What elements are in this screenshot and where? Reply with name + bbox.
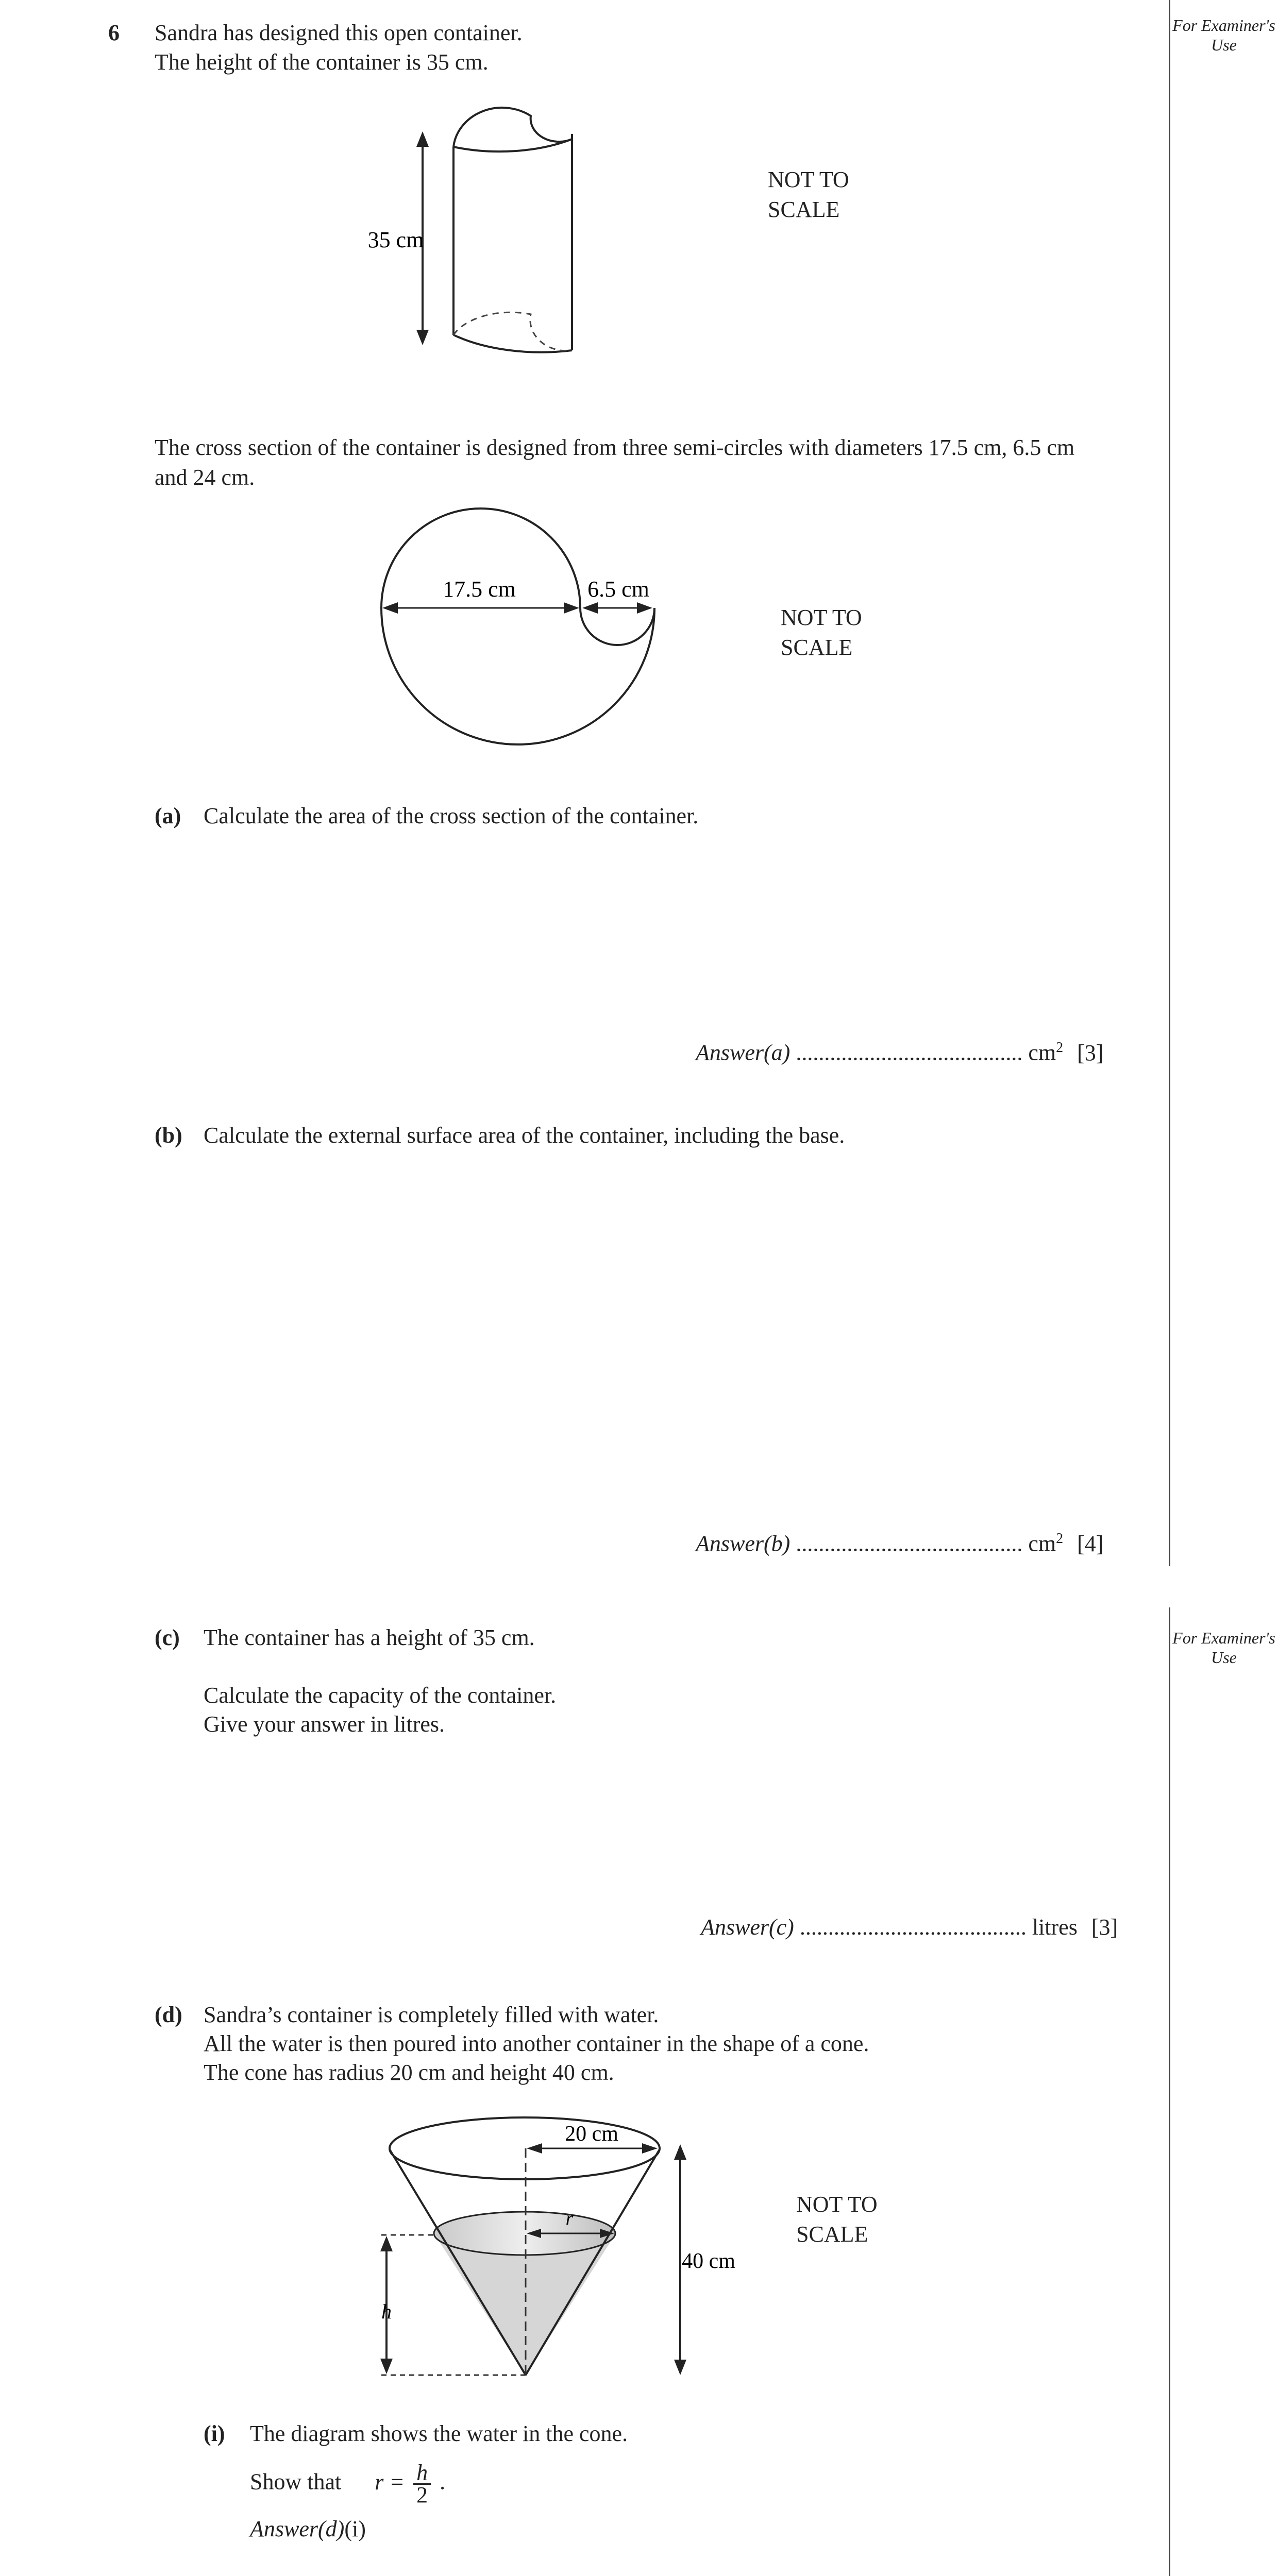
part-d-text-3: The cone has radius 20 cm and height 40 cm. xyxy=(204,2060,614,2085)
part-c-unit: litres xyxy=(1032,1914,1078,1940)
part-a-unit-power: 2 xyxy=(1056,1040,1064,1056)
fig1-height-label: 35 cm xyxy=(367,227,424,252)
part-d-text-2: All the water is then poured into another container in the shape of a cone. xyxy=(204,2031,869,2056)
cone-diagram xyxy=(309,2102,773,2391)
part-d-i-text: The diagram shows the water in the cone. xyxy=(250,2421,628,2446)
cross-section-diagram xyxy=(361,505,721,773)
part-c-marks: [3] xyxy=(1091,1914,1118,1940)
intro-line-1: Sandra has designed this open container. xyxy=(155,20,523,45)
formula-end: . xyxy=(440,2469,446,2495)
cone-height-label: 40 cm xyxy=(682,2249,735,2273)
formula-lhs: r = xyxy=(375,2469,405,2495)
part-d-i-label: (i) xyxy=(204,2421,225,2446)
part-c-answer-dots: ........................................ xyxy=(799,1914,1027,1940)
part-d-i-answer-suffix: (i) xyxy=(344,2516,366,2541)
fig2-large-label: 17.5 cm xyxy=(443,577,516,602)
part-a-label: (a) xyxy=(155,803,181,828)
fig3-not-to-scale: NOT TO SCALE xyxy=(796,2192,878,2247)
part-b-text: Calculate the external surface area of the container, including the base. xyxy=(204,1123,845,1148)
part-c-text-3: Give your answer in litres. xyxy=(204,1711,445,1737)
show-that-text: Show that xyxy=(250,2469,342,2495)
cross-section-line-2: and 24 cm. xyxy=(155,465,255,490)
part-b-answer-line[interactable] xyxy=(696,1524,1103,1559)
formula-fraction xyxy=(413,2460,431,2507)
cone-radius-label: 20 cm xyxy=(565,2122,618,2146)
formula-denominator: 2 xyxy=(416,2482,428,2507)
part-d-i-answer-label[interactable] xyxy=(250,2514,366,2544)
part-a-unit: cm xyxy=(1028,1040,1056,1065)
intro-line-2: The height of the container is 35 cm. xyxy=(155,49,489,75)
part-c-text-1: The container has a height of 35 cm. xyxy=(204,1625,535,1650)
cone-h-label: h xyxy=(381,2300,392,2323)
part-b-unit: cm xyxy=(1028,1531,1056,1556)
part-b-marks: [4] xyxy=(1077,1531,1104,1556)
formula-numerator: h xyxy=(413,2463,431,2485)
part-c-answer-prefix: Answer(c) xyxy=(701,1914,794,1940)
part-b-answer-dots: ........................................ xyxy=(796,1531,1023,1556)
part-c-label: (c) xyxy=(155,1625,180,1650)
part-a-marks: [3] xyxy=(1077,1040,1104,1065)
part-d-label: (d) xyxy=(155,2002,182,2027)
part-d-i-answer-prefix: Answer(d) xyxy=(250,2516,345,2541)
part-d-i-show-that xyxy=(250,2460,446,2507)
container-3d-diagram xyxy=(361,88,721,407)
part-d-text-1: Sandra’s container is completely filled with water. xyxy=(204,2002,659,2027)
examiner-use-label-bottom: For Examiner's Use xyxy=(1172,1629,1275,1667)
part-c-text-2: Calculate the capacity of the container. xyxy=(204,1683,557,1708)
question-number: 6 xyxy=(108,20,120,45)
part-b-label: (b) xyxy=(155,1123,182,1148)
fig1-not-to-scale: NOT TO SCALE xyxy=(768,167,849,222)
part-b-answer-prefix: Answer(b) xyxy=(696,1531,791,1556)
part-a-answer-prefix: Answer(a) xyxy=(696,1040,791,1065)
examiner-margin-line-bottom xyxy=(1169,1607,1170,2576)
part-a-text: Calculate the area of the cross section of the container. xyxy=(204,803,699,828)
fig2-small-label: 6.5 cm xyxy=(587,577,649,602)
examiner-use-label-top: For Examiner's Use xyxy=(1172,16,1275,54)
fig2-not-to-scale: NOT TO SCALE xyxy=(781,605,862,660)
part-a-answer-line[interactable] xyxy=(696,1033,1103,1068)
cone-r-label: r xyxy=(565,2208,574,2229)
cross-section-line-1: The cross section of the container is designed from three semi-circles with diameters 17.5 cm, 6.5 cm xyxy=(155,435,1075,460)
part-c-answer-line[interactable] xyxy=(701,1912,1118,1942)
part-b-unit-power: 2 xyxy=(1056,1531,1064,1547)
examiner-margin-line-top xyxy=(1169,0,1170,1566)
part-a-answer-dots: ........................................ xyxy=(796,1040,1023,1065)
